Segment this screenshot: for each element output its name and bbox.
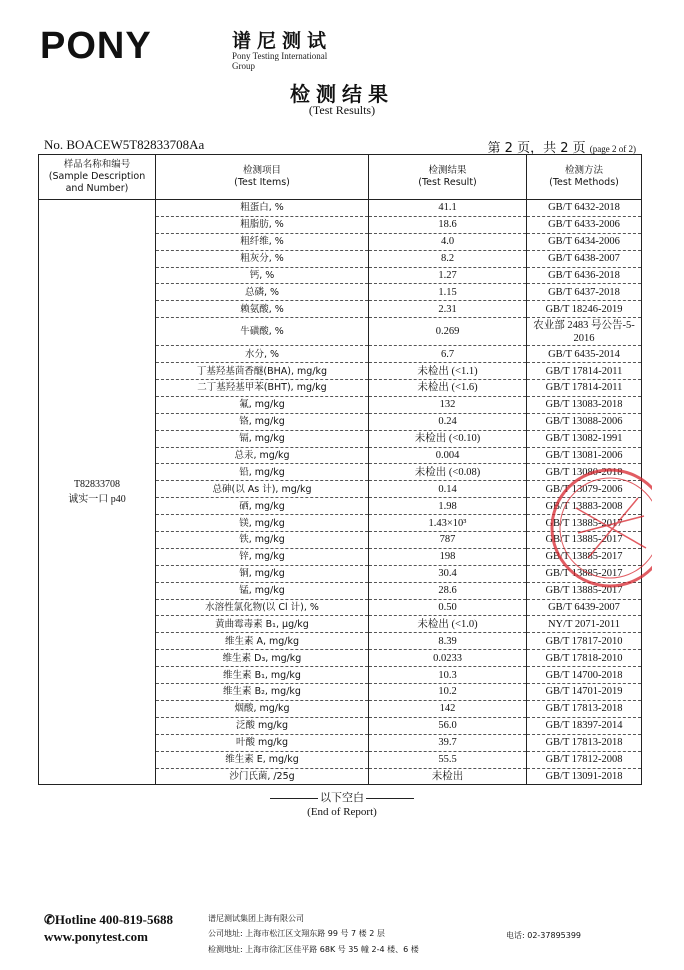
test-item-cell: 总砷(以 As 计), mg/kg [156,481,369,498]
page-indicator-cn: 第 2 页，共 2 页 [487,141,586,156]
test-item-cell: 沙门氏菌, /25g [156,768,369,785]
method-cell: GB/T 17814-2011 [527,380,642,397]
end-marker-en: (End of Report) [307,806,377,818]
result-cell: 18.6 [369,216,527,233]
page-indicator-en: (page 2 of 2) [589,144,636,154]
result-cell: 198 [369,548,527,565]
method-cell: GB/T 6438-2007 [527,250,642,267]
method-cell: GB/T 6436-2018 [527,267,642,284]
result-cell: 2.31 [369,301,527,318]
phone-icon: ✆ [44,912,55,927]
result-cell: 未检出 (<1.0) [369,616,527,633]
method-cell: GB/T 6433-2006 [527,216,642,233]
result-cell: 1.43×10³ [369,515,527,532]
page-subtitle: (Test Results) [308,103,376,117]
result-cell: 28.6 [369,582,527,599]
test-item-cell: 粗灰分, % [156,250,369,267]
method-cell: GB/T 17813-2018 [527,734,642,751]
method-cell: 农业部 2483 号公告-5-2016 [527,318,642,346]
test-item-cell: 黄曲霉毒素 B₁, μg/kg [156,616,369,633]
method-cell: GB/T 13080-2018 [527,464,642,481]
end-marker-cn: 以下空白 [0,789,684,805]
result-cell: 4.0 [369,233,527,250]
test-item-cell: 铬, mg/kg [156,413,369,430]
result-cell: 0.24 [369,413,527,430]
test-item-cell: 维生素 A, mg/kg [156,633,369,650]
result-cell: 39.7 [369,734,527,751]
result-cell: 10.3 [369,667,527,684]
result-cell: 142 [369,700,527,717]
method-cell: GB/T 13081-2006 [527,447,642,464]
method-cell: GB/T 13885-2017 [527,582,642,599]
footer-phone: 电话: 02-37895399 [506,931,582,940]
method-cell: NY/T 2071-2011 [527,616,642,633]
test-item-cell: 铅, mg/kg [156,464,369,481]
header-test-result: 检测结果 (Test Result) [369,155,527,200]
result-cell: 1.15 [369,284,527,301]
result-cell: 56.0 [369,717,527,734]
test-item-cell: 泛酸 mg/kg [156,717,369,734]
method-cell: GB/T 13088-2006 [527,413,642,430]
test-item-cell: 锰, mg/kg [156,582,369,599]
sample-cell: T82833708 诚实一口 p40 [39,200,156,785]
header-sample: 样品名称和编号 (Sample Description and Number) [39,155,156,200]
result-cell: 132 [369,396,527,413]
method-cell: GB/T 17814-2011 [527,363,642,380]
test-item-cell: 赖氨酸, % [156,301,369,318]
test-item-cell: 丁基羟基茴香醚(BHA), mg/kg [156,363,369,380]
test-item-cell: 水分, % [156,346,369,363]
test-item-cell: 硒, mg/kg [156,498,369,515]
header-test-methods: 检测方法 (Test Methods) [527,155,642,200]
test-item-cell: 维生素 B₁, mg/kg [156,667,369,684]
result-cell: 未检出 [369,768,527,785]
result-cell: 0.50 [369,599,527,616]
test-item-cell: 水溶性氯化物(以 Cl 计), % [156,599,369,616]
test-item-cell: 维生素 D₃, mg/kg [156,650,369,667]
result-cell: 未检出 (<0.10) [369,430,527,447]
footer-lab-address: 检测地址: 上海市徐汇区佳平路 68K 号 35 幢 2-4 楼、6 楼 [208,945,419,954]
test-item-cell: 叶酸 mg/kg [156,734,369,751]
method-cell: GB/T 6437-2018 [527,284,642,301]
result-cell: 0.004 [369,447,527,464]
test-item-cell: 铁, mg/kg [156,532,369,549]
test-item-cell: 镁, mg/kg [156,515,369,532]
table-row [39,200,642,217]
test-item-cell: 维生素 B₂, mg/kg [156,684,369,701]
method-cell: GB/T 17812-2008 [527,751,642,768]
method-cell: GB/T 13091-2018 [527,768,642,785]
test-item-cell: 总汞, mg/kg [156,447,369,464]
result-cell: 10.2 [369,684,527,701]
method-cell: GB/T 13885-2017 [527,548,642,565]
test-item-cell: 粗脂肪, % [156,216,369,233]
result-cell: 0.14 [369,481,527,498]
table-header-row [39,155,642,200]
result-cell: 未检出 (<0.08) [369,464,527,481]
method-cell: GB/T 17817-2010 [527,633,642,650]
method-cell: GB/T 17818-2010 [527,650,642,667]
method-cell: GB/T 13079-2006 [527,481,642,498]
method-cell: GB/T 6439-2007 [527,599,642,616]
method-cell: GB/T 13885-2017 [527,532,642,549]
company-logo [40,24,340,71]
method-cell: GB/T 14701-2019 [527,684,642,701]
official-seal-stamp [548,438,652,618]
test-item-cell: 镉, mg/kg [156,430,369,447]
test-item-cell: 总磷, % [156,284,369,301]
result-cell: 41.1 [369,200,527,217]
method-cell: GB/T 6435-2014 [527,346,642,363]
footer-company: 谱尼测试集团上海有限公司 [208,914,304,923]
test-item-cell: 粗纤维, % [156,233,369,250]
test-item-cell: 烟酸, mg/kg [156,700,369,717]
result-cell: 1.98 [369,498,527,515]
method-cell: GB/T 13083-2018 [527,396,642,413]
result-cell: 8.2 [369,250,527,267]
method-cell: GB/T 13885-2017 [527,565,642,582]
result-cell: 未检出 (<1.6) [369,380,527,397]
test-item-cell: 钙, % [156,267,369,284]
logo-wordmark: PONY [40,25,152,67]
method-cell: GB/T 13883-2008 [527,498,642,515]
footer-company-address: 公司地址: 上海市松江区文翔东路 99 号 7 楼 2 层 [208,929,385,938]
method-cell: GB/T 14700-2018 [527,667,642,684]
test-item-cell: 锌, mg/kg [156,548,369,565]
result-cell: 1.27 [369,267,527,284]
method-cell: GB/T 6432-2018 [527,200,642,217]
test-item-cell: 铜, mg/kg [156,565,369,582]
result-cell: 未检出 (<1.1) [369,363,527,380]
method-cell: GB/T 17813-2018 [527,700,642,717]
page-title: 检测结果 [290,82,394,106]
test-item-cell: 二丁基羟基甲苯(BHT), mg/kg [156,380,369,397]
result-cell: 8.39 [369,633,527,650]
result-cell: 6.7 [369,346,527,363]
company-name-en: Pony Testing International Group [232,51,328,71]
test-item-cell: 氟, mg/kg [156,396,369,413]
method-cell: GB/T 13885-2017 [527,515,642,532]
result-cell: 55.5 [369,751,527,768]
result-cell: 0.0233 [369,650,527,667]
test-item-cell: 维生素 E, mg/kg [156,751,369,768]
result-cell: 30.4 [369,565,527,582]
method-cell: GB/T 13082-1991 [527,430,642,447]
method-cell: GB/T 18246-2019 [527,301,642,318]
test-item-cell: 粗蛋白, % [156,200,369,217]
result-cell: 0.269 [369,318,527,346]
hotline: ✆Hotline 400-819-5688 [44,912,173,927]
company-name-cn: 谱尼测试 [232,30,333,52]
result-cell: 787 [369,532,527,549]
report-number: No. BOACEW5T82833708Aa [44,137,205,152]
method-cell: GB/T 6434-2006 [527,233,642,250]
method-cell: GB/T 18397-2014 [527,717,642,734]
test-item-cell: 牛磺酸, % [156,318,369,346]
website-link[interactable]: www.ponytest.com [44,929,148,944]
header-test-items: 检测项目 (Test Items) [156,155,369,200]
